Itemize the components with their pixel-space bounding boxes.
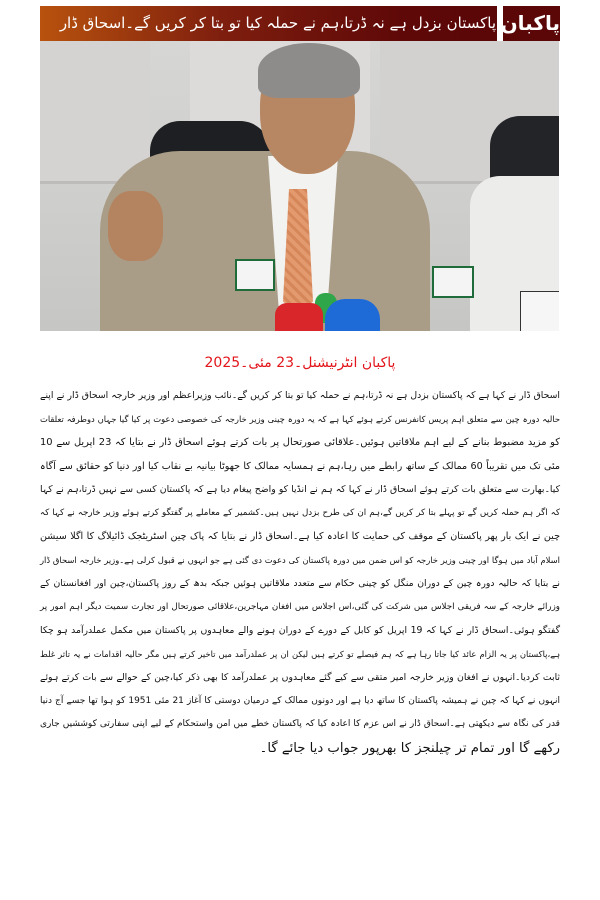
speaker-hand — [108, 191, 163, 261]
article-line: ثابت کردیا۔انہوں نے افغان وزیر خارجہ امیر متقی سے کیے گئے معاہدوں پر عملدرآمد کا بھی ذکر کیا،چین کے حوالے سے بات کرتے ہوئے — [40, 672, 560, 683]
site-logo[interactable]: پاکبان — [503, 6, 560, 41]
dateline: پاکبان انٹرنیشنل۔23 مئی۔2025 — [204, 355, 396, 371]
article-line: انہوں نے کہا کہ چین نے ہمیشہ پاکستان کا ساتھ دیا ہے اور دونوں ممالک کے درمیان دوستی کا آغاز 21 مئی 1951 کو ہوا تھا جسے آج دنیا — [40, 695, 560, 706]
article-line: حالیہ دورہ چین سے متعلق اہم پریس کانفرنس کرتے ہوئے کہا ہے کہ یہ دورہ چینی وزیر خارجہ کی خصوصی دعوت پر کیا گیا جہاں دوطرفہ تعلقات — [40, 413, 560, 424]
microphone-app — [520, 291, 559, 331]
article-line: مئی تک میں تقریباً 60 ممالک کے ساتھ رابطے میں رہا،ہم نے ہمسایہ ممالک کا جھوٹا بیانیہ بے نقاب کیا اور دنیا کو حقائق سے آگاہ — [40, 460, 560, 472]
article-line: کہ اگر ہم حملہ کریں گے تو پہلے بتا کر کریں گے،ہم ان کی طرح بزدل نہیں ہیں۔کشمیر کے معاملے پر گفتگو کرتے ہوئے وزیر خارجہ نے کہا کہ — [40, 507, 560, 518]
article-line: وزرائے خارجہ کے سہ فریقی اجلاس میں شرکت کی گئی،اس اجلاس میں افغان مہاجرین،علاقائی صورتحال اور تجارت سمیت دیگر اہم امور پر — [40, 601, 560, 612]
news-photo — [40, 41, 559, 331]
speaker-hair — [258, 43, 360, 98]
wall-panel — [40, 41, 150, 184]
article-line: کیا۔بھارت سے متعلق بات کرتے ہوئے اسحاق ڈار نے کہا کہ ہم نے انڈیا کو واضح پیغام دیا ہے کہ پاکستان کسی سے نہیں ڈرتا،ہم نے کہا — [40, 484, 560, 495]
article-line: رکھے گا اور تمام تر چیلنجز کا بھرپور جواب دیا جائے گا۔ — [259, 740, 560, 756]
microphone — [325, 299, 380, 331]
article-body — [40, 384, 560, 760]
microphone-ptv — [235, 259, 275, 291]
microphone-ptv — [432, 266, 474, 298]
article-line: ہے،پاکستان پر یہ الزام عائد کیا جاتا رہا ہے کہ ہم فیصلے تو کرتے ہیں لیکن ان پر عملدرآمد میں تاخیر کرتے ہیں مگر حالیہ اقدامات نے یہ تاثر غلط — [40, 648, 560, 659]
article-line: چین نے ایک بار پھر پاکستان کے موقف کی حمایت کا اعادہ کیا ہے۔اسحاق ڈار نے بتایا کہ پاک چین اسٹریٹجک ڈائیلاگ کا اگلا سیشن — [40, 531, 560, 542]
article-line: قدر کی نگاہ سے دیکھتی ہے۔اسحاق ڈار نے اس عزم کا اعادہ کیا کہ پاکستان خطے میں امن واستحکام کے لیے اپنی سفارتی کوششیں جاری — [40, 719, 560, 729]
article-line: گفتگو ہوئی۔اسحاق ڈار نے کہا کہ 19 اپریل کو کابل کے دورے کے دوران ہونے والے معاہدوں پر پاکستان میں مکمل عملدرآمد ہو چکا — [40, 625, 560, 636]
microphone — [275, 303, 323, 331]
article-line: نے بتایا کہ حالیہ دورہ چین کے دوران منگل کو چینی حکام سے متعدد ملاقاتیں ہوئیں جبکہ بدھ کے روز پاکستان،چین اور افغانستان کے — [40, 578, 560, 589]
page-header — [40, 6, 560, 41]
article-line: کو مزید مضبوط بنانے کے لیے اہم ملاقاتیں ہوئیں۔علاقائی صورتحال پر بات کرتے ہوئے اسحاق ڈار نے بتایا کہ 23 اپریل سے 10 — [40, 437, 560, 448]
headline: پاکستان بزدل ہے نہ ڈرتا،ہم نے حملہ کیا تو بتا کر کریں گے۔اسحاق ڈار — [59, 14, 496, 32]
article-line: اسحاق ڈار نے کہا ہے کہ پاکستان بزدل ہے نہ ڈرتا،ہم نے حملہ کیا تو بتا کر کریں گے۔نائب وزیراعظم اور وزیر خارجہ اسحاق ڈار نے اپنے — [40, 390, 560, 401]
article-line: اسلام آباد میں ہوگا اور چینی وزیر خارجہ کو اس ضمن میں دورہ پاکستان کی دعوت دی گئی ہے جو انہوں نے قبول کرلی ہے۔وزیر خارجہ اسحاق ڈار — [40, 554, 560, 565]
